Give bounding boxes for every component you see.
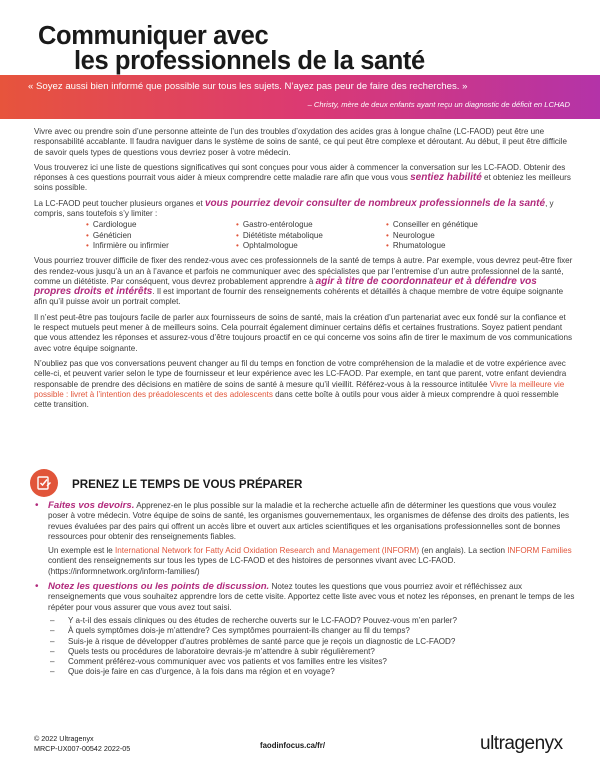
tip-lead: Notez les questions ou les points de discussion.: [48, 581, 270, 593]
copyright: © 2022 Ultragenyx: [34, 734, 94, 743]
p3-text-a: La LC-FAOD peut toucher plusieurs organes et: [34, 198, 205, 208]
paragraph-3: [34, 199, 574, 220]
title-line-2: les professionnels de la santé: [74, 47, 425, 75]
p4-text-b: . Il est important de fournir des renseignements cohérents et détaillés à chaque membre de votre équipe soignante afin qu’il puisse avoir un portrait complet.: [34, 287, 564, 307]
list-item: • Ophtalmologue: [236, 241, 386, 251]
banner-quote: « Soyez aussi bien informé que possible sur tous les sujets. N’ayez pas peur de faire des recherches. »: [28, 81, 468, 92]
example-paragraph: [48, 546, 576, 577]
example-text-b: (en anglais). La section: [419, 546, 508, 556]
list-item: • Rhumatologue: [386, 241, 536, 251]
tips-list: [34, 501, 576, 613]
list-item: • Gastro-entérologue: [236, 220, 386, 230]
paragraph-5: Il n’est peut-être pas toujours facile de parler aux fournisseurs de soins de santé, mais la création d’un partenariat avec eux fondé sur la confiance et le respect mutuels peut mener à de meilleurs soins. Cela pourrait également diminuer certains défis et certaines frustrations. Soyez patient pendant que vous attendez les réponses et assurez-vous d’être toujours proactif en ce qui concerne vos soins afin de tirer le maximum de vos communications avec votre équipe soignante.: [34, 312, 573, 353]
footer-legal: [34, 734, 130, 754]
p3-text-b: , y compris, sans toutefois s’y limiter :: [34, 198, 554, 219]
paragraph-4: [34, 256, 574, 307]
specialist-column-3: [386, 220, 536, 251]
list-item: – Quels tests ou procédures de laboratoire devrais-je m’attendre à subir régulièrement?: [48, 647, 576, 657]
list-item: – Suis-je à risque de développer d’autres problèmes de santé parce que je reçois un diagnostic de LC-FAOD?: [48, 637, 576, 647]
banner-attribution: – Christy, mère de deux enfants ayant reçu un diagnostic de déficit en LCHAD: [307, 100, 570, 109]
page-title: [38, 24, 425, 74]
example-text-a: Un exemple est le: [48, 546, 116, 556]
paragraph-6: [34, 359, 574, 410]
title-line-1: Communiquer avec: [38, 22, 269, 50]
list-item: • Neurologue: [386, 231, 536, 241]
section-body: [34, 501, 576, 678]
list-item: • Infirmière ou infirmier: [86, 241, 236, 251]
p6-text-a: N’oubliez pas que vos conversations peuvent changer au fil du temps en fonction de votre compréhension de la maladie et de votre expérience avec celle-ci, et peuvent varier selon le type de fournisseur et leur expérience avec les LC-FAOD. Par exemple, en tant que parent, votre enfant deviendra responsable de prendre des décisions en matière de soins de santé à mesure qu’il vieillit. Référez-vous à la ressource intitulée: [34, 358, 567, 389]
p2-text-b: et obteniez les meilleurs soins possible.: [34, 173, 571, 193]
list-item: – À quels symptômes dois-je m’attendre? Ces symptômes pourraient-ils changer au fil du temps?: [48, 626, 576, 636]
quote-banner: [0, 75, 600, 119]
tip-text: Apprenez-en le plus possible sur la maladie et la recherche actuelle afin de déterminer les questions que vous voulez poser à votre médecin. Votre équipe de soins de santé, les organismes gouvernementaux, les organismes de défense des droits des patients, les revues évaluées par des pairs qui offrent un accès libre et ouvert aux articles scientifiques et les organisations professionnelles sont de bonnes ressources pour obtenir des renseignements fiables.: [48, 501, 570, 541]
tip-questions: [34, 582, 576, 613]
ultragenyx-logo: ultragenyx: [480, 733, 563, 754]
tip-text: Notez toutes les questions que vous pourriez avoir et réfléchissez aux renseignements que vous souhaitez apprendre lors de cette visite. Apportez cette liste avec vous et notez les réponses, en prenant le temps de les répéter pour vous assurer que vous avez tout saisi.: [48, 582, 575, 612]
specialist-column-2: [236, 220, 386, 251]
inform-link[interactable]: International Network for Fatty Acid Oxidation Research and Management (INFORM): [115, 546, 420, 556]
document-code: MRCP-UX007-00542 2022-05: [34, 744, 131, 753]
list-item: – Que dois-je faire en cas d’urgence, à la fois dans ma région et en voyage?: [48, 667, 576, 677]
highlight-empowered: sentiez habilité: [410, 172, 482, 184]
list-item: • Diététiste métabolique: [236, 231, 386, 241]
inform-families-link[interactable]: INFORM Families: [507, 546, 572, 556]
tip-homework: [34, 501, 576, 577]
p4-text-a: Vous pourriez trouver difficile de fixer des rendez-vous avec ces professionnels de la santé de temps à autre. Par exemple, vous devrez peut-être fixer des rendez-vous jusqu’à un an à l’avance et parfois ne communiquer avec des spécialistes que par l’entremise d’un autre professionnel de la santé, comme un diététiste. Par conséquent, vous devrez probablement apprendre à: [34, 256, 573, 286]
resource-link[interactable]: Vivre la meilleure vie possible : livret à l’intention des préadolescents et des adolescents: [34, 379, 565, 399]
section-heading: PRENEZ LE TEMPS DE VOUS PRÉPARER: [72, 478, 303, 491]
checklist-icon: [30, 469, 58, 497]
list-item: – Comment préférez-vous communiquer avec vos patients et vos familles entre les visites?: [48, 657, 576, 667]
list-item: • Généticien: [86, 231, 236, 241]
specialist-column-1: [86, 220, 236, 251]
paragraph-2: [34, 163, 574, 194]
tip-lead: Faites vos devoirs.: [48, 500, 135, 511]
p2-text-a: Vous trouverez ici une liste de questions significatives qui sont conçues pour vous aider à commencer la conversation sur les LC-FAOD. Obtenir des réponses à ces questions pourrait vous aider à mieux comprendre cette maladie rare afin que vous vous: [34, 162, 566, 183]
example-text-c: contient des renseignements sur tous les types de LC-FAOD et des histoires de personnes vivant avec LC-FAOD. (https://informnetwork.org/inform-families/): [48, 556, 456, 576]
specialist-list: [86, 220, 574, 251]
paragraph-1: Vivre avec ou prendre soin d’une personne atteinte de l’un des troubles d’oxydation des acides gras à longue chaîne (LC-FAOD) peut être une responsabilité accablante. Il faudra naviguer dans le système de soins de santé, ce qui peut être complexe et déroutant. Au début, il peut être difficile de savoir quels types de questions vous devriez poser à votre médecin.: [34, 127, 568, 157]
list-item: – Y a-t-il des essais cliniques ou des études de recherche ouverts sur le LC-FAOD? Pouvez-vous m’en parler?: [48, 616, 576, 626]
highlight-professionals: vous pourriez devoir consulter de nombreux professionnels de la santé: [204, 197, 546, 209]
questions-list: [48, 616, 576, 678]
intro-body: [34, 127, 574, 415]
footer-url[interactable]: faodinfocus.ca/fr/: [260, 741, 325, 750]
list-item: • Conseiller en génétique: [386, 220, 536, 230]
list-item: • Cardiologue: [86, 220, 236, 230]
highlight-advocate: agir à titre de coordonnateur et à défendre vos propres droits et intérêts: [34, 275, 537, 298]
p6-text-b: dans cette boîte à outils pour vous aider à mieux comprendre à quoi ressemble cette transition.: [34, 389, 559, 410]
